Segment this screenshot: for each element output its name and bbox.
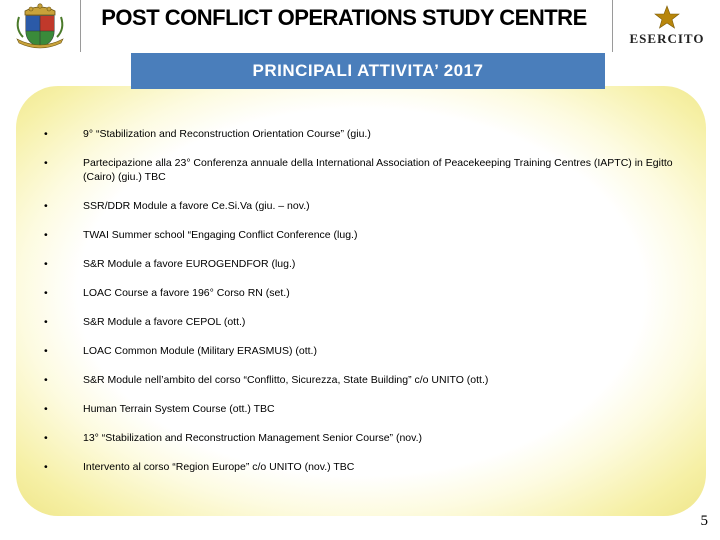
bullet: • [44, 461, 48, 473]
esercito-logo-text: ESERCITO [629, 31, 705, 46]
list-item-text: Intervento al corso “Region Europe” c/o UNITO (nov.) TBC [83, 461, 355, 473]
bullet: • [44, 200, 48, 212]
bullet: • [44, 157, 48, 169]
esercito-logo [612, 0, 720, 52]
bullet: • [44, 229, 48, 241]
section-banner: PRINCIPALI ATTIVITA’ 2017 [131, 53, 605, 89]
star-icon [654, 5, 680, 29]
list-item-text: LOAC Common Module (Military ERASMUS) (ott.) [83, 345, 317, 357]
list-item-text: TWAI Summer school “Engaging Conflict Conference (lug.) [83, 229, 358, 241]
list-item-text: 9° “Stabilization and Reconstruction Orientation Course” (giu.) [83, 128, 371, 140]
coat-of-arms-icon [13, 3, 67, 49]
bullet: • [44, 345, 48, 357]
list-item-text: S&R Module nell’ambito del corso “Conflitto, Sicurezza, State Building” c/o UNITO (ott.) [83, 374, 489, 386]
list-item-text: Partecipazione alla 23° Conferenza annuale della International Association of Peacekeeping Training Centres (IAPTC) in Egitto (Cairo) (giu.) TBC [83, 157, 673, 183]
bullet: • [44, 258, 48, 270]
list-item-text: SSR/DDR Module a favore Ce.Si.Va (giu. – nov.) [83, 200, 310, 212]
header-title: POST CONFLICT OPERATIONS STUDY CENTRE [101, 5, 587, 30]
content-panel [16, 86, 706, 516]
bullet: • [44, 128, 48, 140]
page-number: 5 [700, 513, 708, 529]
list-item-text: LOAC Course a favore 196° Corso RN (set.) [83, 287, 290, 299]
coat-of-arms-logo [0, 0, 81, 52]
list-item-text: 13° “Stabilization and Reconstruction Management Senior Course” (nov.) [83, 432, 423, 444]
bullet: • [44, 403, 48, 415]
bullet: • [44, 287, 48, 299]
bullet: • [44, 432, 48, 444]
list-item-text: S&R Module a favore EUROGENDFOR (lug.) [83, 258, 296, 270]
list-item-text: S&R Module a favore CEPOL (ott.) [83, 316, 246, 328]
list-item-text: Human Terrain System Course (ott.) TBC [83, 403, 275, 415]
bullet: • [44, 374, 48, 386]
bullet: • [44, 316, 48, 328]
